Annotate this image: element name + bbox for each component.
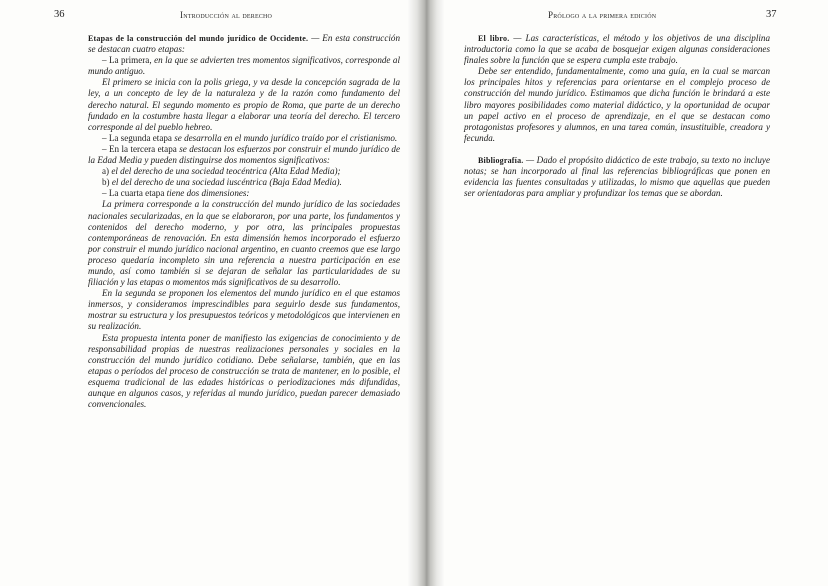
paragraph: El primero se inicia con la polis griega, y va desde la concepción sagrada de la ley, a un concepto de ley de la naturaleza y de la razón como fundamento del derecho natural. El segundo momento es propio de Roma, que parte de un derecho fundado en la costumbre hasta llegar a elaborar una teoría del derecho. El tercero corresponde al del pueblo hebreo. [88,77,400,132]
paragraph: Esta propuesta intenta poner de manifiesto las exigencias de conocimiento y de responsabilidad propias de nuestras realizaciones personales y sociales en la construcción del mundo jurídico cotidiano. Debe señalarse, también, que en las etapas o períodos del proceso de construcción se trata de mantener, en lo posible, el esquema tradicional de las edades históricas o periodizaciones más difundidas, aunque en algunos casos, y referidas al mundo jurídico, puedan parecer demasiado convencionales. [88,332,400,410]
section-el-libro-paragraph: El libro. — Las características, el método y los objetivos de una disciplina introductoria como la que se acaba de bosquejar exigen algunas consideraciones finales sobre la función que se espera cumpla este trabajo. [464,33,770,66]
section-lead: — En esta construcción se destacan cuatro etapas: [88,33,401,55]
paragraph: – La cuarta etapa tiene dos dimensiones: [102,188,250,199]
left-page-body [88,33,400,410]
section-heading: El libro. [478,34,510,43]
paragraph: La primera corresponde a la construcción del mundo jurídico de las sociedades nacionales secularizadas, en la que se elaboraron, por una parte, los fundamentos y contenidos del derecho moderno, y por otra, las principales propuestas contemporáneas de renovación. En esta dimensión hemos incorporado el esfuerzo por construir el mundo jurídico nacional argentino, en cuanto creemos que ese largo proceso quedaría incompleto sin una referencia a nuestra participación en ese mundo, así como también si se dejaran de señalar las particularidades de su filiación y las etapas o momentos más significativos de su desarrollo. [88,199,400,288]
paragraph: – La segunda etapa se desarrolla en el mundo jurídico traído por el cristianismo. [102,132,398,143]
paragraph: a) el del derecho de una sociedad teocéntrica (Alta Edad Media); [102,166,341,177]
paragraph: b) el del derecho de una sociedad iuscéntrica (Baja Edad Media). [102,177,342,188]
running-head-right: Prólogo a la primera edición [548,10,657,20]
section-heading-paragraph [88,33,400,55]
page-number-right: 37 [766,9,777,20]
section-bibliografia-paragraph: Bibliografía. — Dado el propósito didáctico de este trabajo, su texto no incluye notas; se han incorporado al final las referencias bibliográficas que ponen en evidencia las fuentes consultadas y utilizadas, lo mismo que aquellas que pueden ser orientadoras para ampliar y profundizar los temas que se abordan. [464,154,770,199]
page-number-left: 36 [54,9,65,20]
paragraph: – La primera, en la que se advierten tres momentos significativos, corresponde al mundo antiguo. [88,55,401,77]
right-page-body [464,33,770,199]
paragraph: En la segunda se proponen los elementos del mundo jurídico en el que estamos inmersos, y consideramos imprescindibles para seguirlo desde sus fundamentos, mostrar su estructura y los presupuestos teóricos y metodológicos que intervienen en su realización. [88,288,400,332]
running-head-left: Introducción al derecho [180,10,273,20]
paragraph: – En la tercera etapa se destacan los esfuerzos por construir el mundo jurídico de la Edad Media y pueden distinguirse dos momentos significativos: [88,143,400,166]
section-heading: Etapas de la construcción del mundo jurídico de Occidente. [88,34,309,43]
book-gutter [408,0,444,586]
left-page [0,0,410,586]
paragraph: Debe ser entendido, fundamentalmente, como una guía, en la cual se marcan los principales hitos y referencias para orientarse en el complejo proceso de construcción del mundo jurídico. Estimamos que dicha función le brindará a este libro mayores posibilidades como material didáctico, y la oportunidad de ocupar un papel activo en el proceso de aprendizaje, en el que se destacan como protagonistas profesores y alumnos, en una tarea común, insustituible, creadora y fecunda. [464,66,770,143]
right-page [444,0,828,586]
section-heading: Bibliografía. [478,155,524,165]
